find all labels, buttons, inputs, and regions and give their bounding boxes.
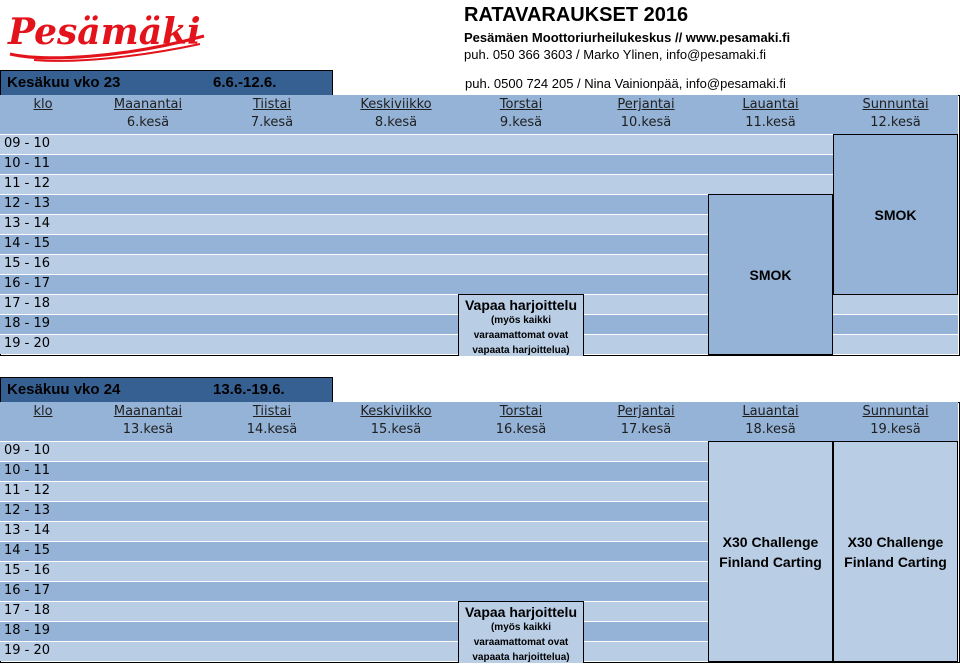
event-label: X30 Challenge: [847, 533, 944, 550]
slot-cell[interactable]: [458, 581, 584, 601]
slot-cell[interactable]: [458, 561, 584, 581]
day-name: Tiistai: [252, 404, 292, 419]
slot-cell[interactable]: [210, 134, 334, 154]
slot-cell[interactable]: [86, 214, 210, 234]
slot-cell[interactable]: [86, 234, 210, 254]
hour-label: 19 - 20: [4, 643, 51, 658]
slot-cell[interactable]: [210, 174, 334, 194]
slot-cell[interactable]: [584, 214, 708, 234]
slot-cell[interactable]: [334, 581, 458, 601]
slot-cell[interactable]: [584, 521, 708, 541]
header-contact-2: puh. 0500 724 205 / Nina Vainionpää, info@pesamaki.fi: [465, 76, 786, 91]
slot-cell[interactable]: [86, 481, 210, 501]
event-block-smok[interactable]: [708, 194, 833, 355]
slot-cell[interactable]: [584, 621, 708, 641]
week-bar-24: [0, 377, 333, 403]
day-date: 9.kesä: [499, 115, 543, 130]
week-bar-23: [0, 70, 333, 96]
slot-cell[interactable]: [708, 174, 833, 194]
free-practice-title: Vapaa harjoittelu: [464, 604, 578, 620]
hour-label: 16 - 17: [4, 276, 51, 291]
slot-cell[interactable]: [86, 154, 210, 174]
slot-cell[interactable]: [458, 154, 584, 174]
hour-label: 09 - 10: [4, 443, 51, 458]
logo-wordmark: Pesämäki: [8, 11, 201, 53]
slot-cell[interactable]: [210, 561, 334, 581]
free-practice-block[interactable]: [458, 294, 584, 356]
slot-cell[interactable]: [334, 134, 458, 154]
slot-cell[interactable]: [334, 461, 458, 481]
day-date: 18.kesä: [745, 422, 796, 437]
day-date: 10.kesä: [620, 115, 672, 130]
slot-cell[interactable]: [334, 621, 458, 641]
header-contact-1: puh. 050 366 3603 / Marko Ylinen, info@pesamaki.fi: [464, 47, 767, 62]
hour-label: 17 - 18: [4, 296, 51, 311]
slot-cell[interactable]: [458, 214, 584, 234]
slot-cell[interactable]: [86, 441, 210, 461]
hour-label: 17 - 18: [4, 603, 51, 618]
schedule-week-23: [0, 95, 960, 357]
day-date: 12.kesä: [870, 115, 921, 130]
day-name: Sunnuntai: [862, 404, 929, 419]
event-block-x30[interactable]: [833, 441, 958, 662]
hour-label: 09 - 10: [4, 136, 51, 151]
slot-cell[interactable]: [86, 194, 210, 214]
slot-cell[interactable]: [334, 561, 458, 581]
hour-label: 13 - 14: [4, 523, 51, 538]
hour-label: 14 - 15: [4, 543, 51, 558]
hour-label: 18 - 19: [4, 316, 51, 331]
event-label: SMOK: [874, 206, 917, 223]
hour-label: 15 - 16: [4, 256, 51, 271]
slot-cell[interactable]: [458, 254, 584, 274]
slot-cell[interactable]: [86, 461, 210, 481]
slot-cell[interactable]: [86, 621, 210, 641]
hour-label: 10 - 11: [4, 463, 51, 478]
header-day-cell: [833, 95, 958, 134]
day-date: 19.kesä: [870, 422, 921, 437]
slot-cell[interactable]: [86, 501, 210, 521]
week-range: 6.6.-12.6.: [213, 74, 277, 91]
slot-cell[interactable]: [210, 521, 334, 541]
header-hours-cell: [0, 95, 86, 134]
free-practice-note: varaamattomat ovat: [473, 637, 569, 648]
day-name: Keskiviikko: [360, 97, 432, 112]
event-block-smok[interactable]: [833, 134, 958, 295]
slot-cell[interactable]: [210, 621, 334, 641]
hours-label: klo: [33, 97, 53, 112]
slot-cell[interactable]: [210, 334, 334, 354]
slot-cell[interactable]: [458, 174, 584, 194]
hour-label: 12 - 13: [4, 196, 51, 211]
hour-label: 14 - 15: [4, 236, 51, 251]
slot-cell[interactable]: [86, 521, 210, 541]
header-day-cell: [458, 402, 584, 441]
slot-cell[interactable]: [86, 254, 210, 274]
slot-cell[interactable]: [584, 641, 708, 661]
slot-cell[interactable]: [584, 314, 708, 334]
slot-cell[interactable]: [86, 134, 210, 154]
slot-cell[interactable]: [334, 501, 458, 521]
slot-cell[interactable]: [584, 601, 708, 621]
slot-cell[interactable]: [584, 154, 708, 174]
slot-cell[interactable]: [210, 581, 334, 601]
slot-cell[interactable]: [334, 334, 458, 354]
week-label: Kesäkuu vko 24: [7, 381, 121, 398]
slot-cell[interactable]: [210, 194, 334, 214]
slot-cell[interactable]: [86, 641, 210, 661]
slot-cell[interactable]: [210, 314, 334, 334]
slot-cell[interactable]: [210, 601, 334, 621]
slot-cell[interactable]: [584, 481, 708, 501]
header-day-cell: [458, 95, 584, 134]
slot-cell[interactable]: [584, 501, 708, 521]
slot-cell[interactable]: [458, 274, 584, 294]
slot-cell[interactable]: [334, 194, 458, 214]
slot-cell[interactable]: [86, 174, 210, 194]
day-date: 15.kesä: [370, 422, 422, 437]
slot-cell[interactable]: [584, 174, 708, 194]
day-name: Torstai: [499, 404, 543, 419]
slot-cell[interactable]: [86, 541, 210, 561]
slot-cell[interactable]: [86, 581, 210, 601]
slot-cell[interactable]: [210, 274, 334, 294]
slot-cell[interactable]: [458, 481, 584, 501]
slot-cell[interactable]: [334, 541, 458, 561]
slot-cell[interactable]: [833, 294, 958, 314]
header-hours-cell: [0, 402, 86, 441]
hour-label: 11 - 12: [4, 483, 51, 498]
slot-cell[interactable]: [458, 441, 584, 461]
slot-cell[interactable]: [210, 441, 334, 461]
slot-cell[interactable]: [210, 294, 334, 314]
slot-cell[interactable]: [86, 314, 210, 334]
slot-cell[interactable]: [334, 601, 458, 621]
slot-cell[interactable]: [334, 641, 458, 661]
schedule-week-24: [0, 402, 960, 664]
day-name: Lauantai: [742, 97, 799, 112]
slot-cell[interactable]: [210, 234, 334, 254]
header-day-cell: [708, 402, 833, 441]
free-practice-block[interactable]: [458, 601, 584, 663]
header-day-cell: [584, 402, 708, 441]
event-block-x30[interactable]: [708, 441, 833, 662]
day-date: 6.kesä: [126, 115, 170, 130]
free-practice-note: vapaata harjoittelua): [472, 652, 570, 663]
slot-cell[interactable]: [584, 334, 708, 354]
free-practice-note: vapaata harjoittelua): [472, 345, 570, 356]
header-org-line: Pesämäen Moottoriurheilukeskus // www.pesamaki.fi: [464, 30, 791, 45]
slot-cell[interactable]: [334, 521, 458, 541]
header-day-cell: [584, 95, 708, 134]
free-practice-note: (myös kaikki: [490, 315, 552, 326]
header-day-cell: [210, 402, 334, 441]
day-name: Torstai: [499, 97, 543, 112]
slot-cell[interactable]: [708, 134, 833, 154]
day-date: 7.kesä: [250, 115, 294, 130]
event-label: Finland Carting: [844, 553, 947, 570]
slot-cell[interactable]: [86, 601, 210, 621]
slot-cell[interactable]: [458, 541, 584, 561]
slot-cell[interactable]: [458, 134, 584, 154]
day-date: 13.kesä: [122, 422, 174, 437]
slot-cell[interactable]: [210, 254, 334, 274]
day-name: Sunnuntai: [862, 97, 929, 112]
page-title: RATAVARAUKSET 2016: [464, 4, 689, 26]
free-practice-note: (myös kaikki: [490, 622, 552, 633]
day-date: 14.kesä: [246, 422, 298, 437]
slot-cell[interactable]: [334, 274, 458, 294]
slot-cell[interactable]: [334, 254, 458, 274]
day-name: Lauantai: [742, 404, 799, 419]
slot-cell[interactable]: [584, 541, 708, 561]
slot-cell[interactable]: [833, 314, 958, 334]
slot-cell[interactable]: [584, 581, 708, 601]
hour-label: 15 - 16: [4, 563, 51, 578]
hour-label: 19 - 20: [4, 336, 51, 351]
week-range: 13.6.-19.6.: [213, 381, 285, 398]
slot-cell[interactable]: [584, 561, 708, 581]
hour-label: 13 - 14: [4, 216, 51, 231]
slot-cell[interactable]: [584, 134, 708, 154]
slot-cell[interactable]: [210, 461, 334, 481]
day-name: Maanantai: [113, 404, 183, 419]
slot-cell[interactable]: [584, 294, 708, 314]
slot-cell[interactable]: [210, 481, 334, 501]
pesamaki-logo: [4, 2, 208, 68]
slot-cell[interactable]: [86, 294, 210, 314]
header-day-cell: [210, 95, 334, 134]
slot-cell[interactable]: [458, 194, 584, 214]
day-name: Maanantai: [113, 97, 183, 112]
slot-cell[interactable]: [334, 481, 458, 501]
day-name: Tiistai: [252, 97, 292, 112]
hours-label: klo: [33, 404, 53, 419]
hour-label: 16 - 17: [4, 583, 51, 598]
day-name: Keskiviikko: [360, 404, 432, 419]
slot-cell[interactable]: [584, 461, 708, 481]
header-day-cell: [86, 95, 210, 134]
hour-label: 18 - 19: [4, 623, 51, 638]
slot-cell[interactable]: [334, 294, 458, 314]
header-day-cell: [833, 402, 958, 441]
day-name: Perjantai: [617, 404, 675, 419]
slot-cell[interactable]: [833, 334, 958, 354]
slot-cell[interactable]: [210, 154, 334, 174]
free-practice-title: Vapaa harjoittelu: [464, 297, 578, 313]
header-day-cell: [86, 402, 210, 441]
slot-cell[interactable]: [708, 154, 833, 174]
slot-cell[interactable]: [584, 234, 708, 254]
day-date: 16.kesä: [495, 422, 547, 437]
slot-cell[interactable]: [584, 441, 708, 461]
slot-cell[interactable]: [458, 461, 584, 481]
slot-cell[interactable]: [210, 214, 334, 234]
slot-cell[interactable]: [210, 541, 334, 561]
day-date: 17.kesä: [620, 422, 672, 437]
slot-cell[interactable]: [584, 254, 708, 274]
hour-label: 11 - 12: [4, 176, 51, 191]
event-label: SMOK: [749, 266, 792, 283]
day-date: 11.kesä: [745, 115, 796, 130]
slot-cell[interactable]: [334, 234, 458, 254]
event-label: X30 Challenge: [722, 533, 819, 550]
header-day-cell: [334, 95, 458, 134]
slot-cell[interactable]: [584, 274, 708, 294]
slot-cell[interactable]: [86, 274, 210, 294]
day-date: 8.kesä: [374, 115, 418, 130]
header-day-cell: [334, 402, 458, 441]
slot-cell[interactable]: [334, 441, 458, 461]
slot-cell[interactable]: [86, 334, 210, 354]
slot-cell[interactable]: [584, 194, 708, 214]
slot-cell[interactable]: [458, 234, 584, 254]
slot-cell[interactable]: [458, 501, 584, 521]
event-label: Finland Carting: [719, 553, 822, 570]
slot-cell[interactable]: [334, 174, 458, 194]
header-day-cell: [708, 95, 833, 134]
free-practice-note: varaamattomat ovat: [473, 330, 569, 341]
slot-cell[interactable]: [86, 561, 210, 581]
slot-cell[interactable]: [210, 641, 334, 661]
day-name: Perjantai: [617, 97, 675, 112]
slot-cell[interactable]: [334, 214, 458, 234]
slot-cell[interactable]: [458, 521, 584, 541]
week-label: Kesäkuu vko 23: [7, 74, 121, 91]
slot-cell[interactable]: [334, 314, 458, 334]
hour-label: 10 - 11: [4, 156, 51, 171]
slot-cell[interactable]: [210, 501, 334, 521]
hour-label: 12 - 13: [4, 503, 51, 518]
slot-cell[interactable]: [334, 154, 458, 174]
